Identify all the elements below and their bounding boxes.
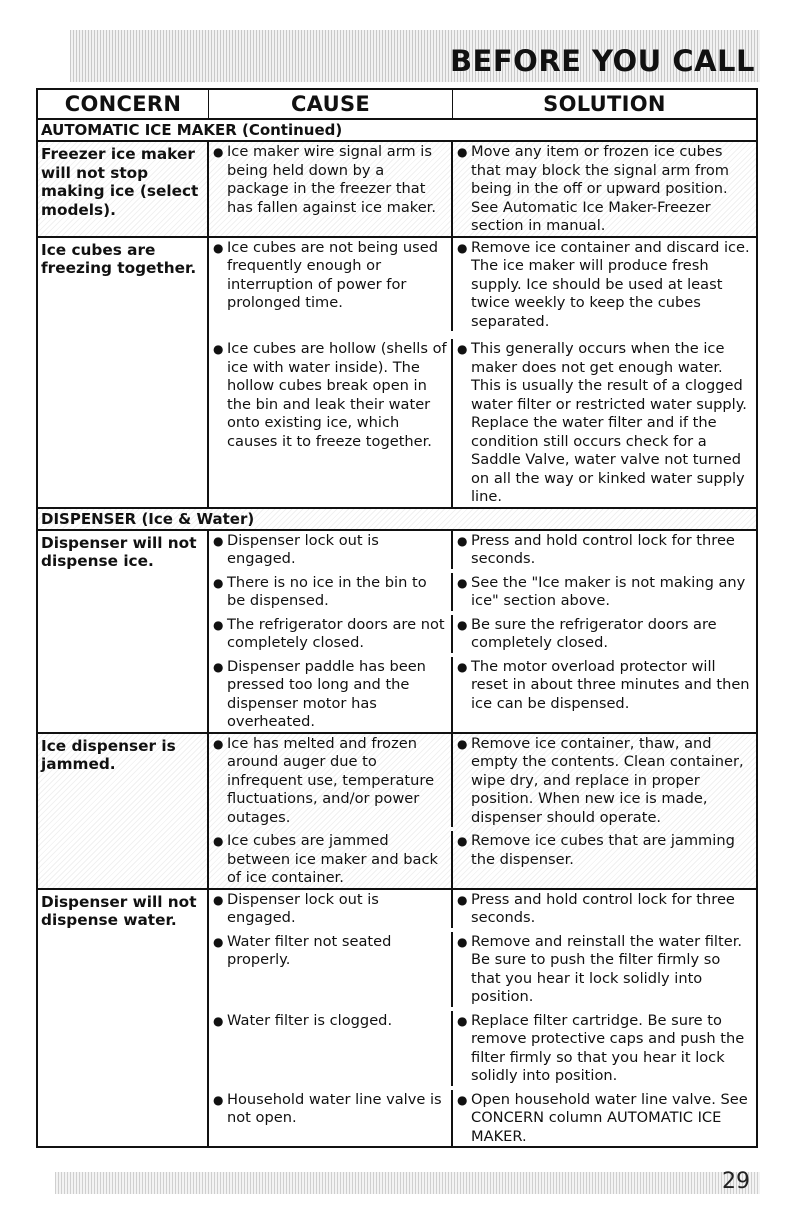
table-header-row <box>38 90 756 120</box>
bullet-icon: ● <box>457 736 468 751</box>
solution-cell: ● This generally occurs when the ice maker does not get enough water. This is usually the result of a clogged water filter or restricted water supply. Replace the water filter and if the condition still occurs check for a Saddle Valve, water valve not turned on all the way or kinked water supply line. <box>457 340 747 505</box>
table-row <box>38 531 756 734</box>
cause-cell: ● Ice maker wire signal arm is being held down by a package in the freezer that has fallen against ice maker. <box>209 142 453 236</box>
bullet-icon: ● <box>213 659 224 674</box>
bullet-icon: ● <box>457 533 468 548</box>
solution-cell: ● Replace filter cartridge. Be sure to remove protective caps and push the filter firmly so that you hear it lock solidly into position. <box>457 1011 745 1084</box>
section-title: DISPENSER (Ice & Water) <box>38 509 756 531</box>
solution-cell: ● Be sure the refrigerator doors are completely closed. <box>457 615 717 651</box>
bullet-icon: ● <box>457 617 468 632</box>
footer-band <box>55 1172 760 1194</box>
bullet-icon: ● <box>213 575 224 590</box>
concern-cell: Freezer ice maker will not stop making ice (select models). <box>38 142 209 236</box>
cause-cell: ● There is no ice in the bin to be dispensed. <box>209 573 453 611</box>
cause-cell: ● Ice cubes are hollow (shells of ice with water inside). The hollow cubes break open in the bin and leak their water onto existing ice, which causes it to freeze together. <box>209 339 453 507</box>
concern-cell: Dispenser will not dispense water. <box>38 890 209 1147</box>
solution-column-header: SOLUTION <box>543 92 666 116</box>
bullet-icon: ● <box>457 659 468 674</box>
cause-cell: ● Household water line valve is not open. <box>209 1090 453 1147</box>
solution-cell: ● Remove and reinstall the water filter. Be sure to push the filter firmly so that you hear it lock solidly into position. <box>457 932 742 1005</box>
bullet-icon: ● <box>457 1092 468 1107</box>
solution-cell: ● Press and hold control lock for three seconds. <box>457 531 735 567</box>
solution-cell: ● Remove ice cubes that are jamming the dispenser. <box>453 831 756 888</box>
bullet-icon: ● <box>457 934 468 949</box>
section-title: AUTOMATIC ICE MAKER (Continued) <box>38 120 756 142</box>
bullet-icon: ● <box>457 1013 468 1028</box>
solution-cell: ● Remove ice container and discard ice. The ice maker will produce fresh supply. Ice should be used at least twice weekly to keep the cubes separated. <box>457 238 750 330</box>
cause-cell: ● Ice cubes are jammed between ice maker and back of ice container. <box>209 831 453 888</box>
bullet-icon: ● <box>457 892 468 907</box>
cause-cell: ● Dispenser lock out is engaged. <box>209 531 453 569</box>
bullet-icon: ● <box>457 342 468 356</box>
page-number: 29 <box>722 1169 750 1194</box>
bullet-icon: ● <box>213 145 224 159</box>
concern-cell: Dispenser will not dispense ice. <box>38 531 209 732</box>
solution-cell: ● The motor overload protector will reset in about three minutes and then ice can be dispensed. <box>453 657 756 732</box>
bullet-icon: ● <box>213 342 224 356</box>
cause-cell: ● Ice has melted and frozen around auger due to infrequent use, temperature fluctuations, and/or power outages. <box>209 734 453 828</box>
page-title: BEFORE YOU CALL <box>449 44 755 78</box>
cause-cell: ● Ice cubes are not being used frequently enough or interruption of power for prolonged time. <box>209 238 453 332</box>
bullet-icon: ● <box>457 145 468 159</box>
table-row <box>38 238 756 509</box>
cause-column-header: CAUSE <box>209 90 453 118</box>
bullet-icon: ● <box>213 934 224 949</box>
cause-cell: ● Water filter is clogged. <box>209 1011 453 1086</box>
bullet-icon: ● <box>213 1092 224 1107</box>
solution-cell: ● Press and hold control lock for three seconds. <box>457 890 735 926</box>
table-row <box>38 142 756 238</box>
troubleshooting-table <box>36 88 758 1148</box>
bullet-icon: ● <box>213 1013 224 1028</box>
bullet-icon: ● <box>457 240 468 255</box>
concern-cell: Ice dispenser is jammed. <box>38 734 209 888</box>
bullet-icon: ● <box>457 575 468 590</box>
bullet-icon: ● <box>213 240 224 255</box>
cause-cell: ● Dispenser lock out is engaged. <box>209 890 453 928</box>
table-row <box>38 890 756 1147</box>
bullet-icon: ● <box>213 736 224 751</box>
bullet-icon: ● <box>213 533 224 548</box>
solution-cell: ● Remove ice container, thaw, and empty the contents. Clean container, wipe dry, and replace in proper position. When new ice is made, dispenser should operate. <box>457 734 744 826</box>
concern-column-header: CONCERN <box>38 90 209 118</box>
bullet-icon: ● <box>213 834 224 848</box>
bullet-icon: ● <box>213 892 224 907</box>
table-row <box>38 734 756 890</box>
bullet-icon: ● <box>457 834 468 848</box>
solution-cell: ● Open household water line valve. See CONCERN column AUTOMATIC ICE MAKER. <box>457 1090 748 1145</box>
solution-cell: ● See the "Ice maker is not making any ice" section above. <box>457 573 746 609</box>
concern-cell: Ice cubes are freezing together. <box>38 238 209 507</box>
cause-cell: ● The refrigerator doors are not completely closed. <box>209 615 453 653</box>
solution-cell: ● Move any item or frozen ice cubes that may block the signal arm from being in the off or upward position. See Automatic Ice Maker-Freezer section in manual. <box>457 143 729 234</box>
cause-cell: ● Water filter not seated properly. <box>209 932 453 1007</box>
cause-cell: ● Dispenser paddle has been pressed too long and the dispenser motor has overheated. <box>209 657 453 732</box>
bullet-icon: ● <box>213 617 224 632</box>
